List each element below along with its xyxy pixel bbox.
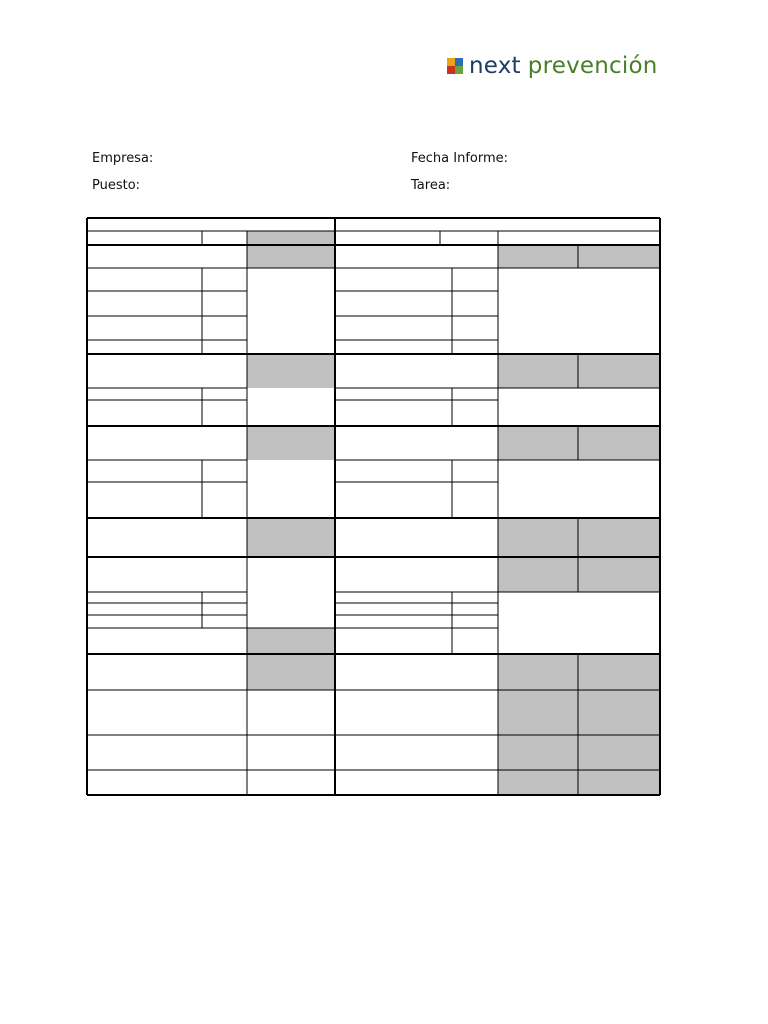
shaded-cell [247, 628, 335, 654]
shaded-cell [578, 426, 660, 460]
shaded-cell [498, 518, 578, 557]
shaded-cell [498, 245, 578, 268]
shaded-cell [247, 518, 335, 557]
shaded-cell [247, 654, 335, 690]
brand-word-prevencion: prevención [527, 52, 658, 79]
shaded-cell [247, 231, 335, 245]
shaded-cell [578, 518, 660, 557]
shaded-cell [247, 245, 335, 268]
shaded-cell [578, 690, 660, 735]
shaded-cell [498, 426, 578, 460]
shaded-cell [498, 557, 578, 592]
fecha-informe-label: Fecha Informe: [411, 151, 509, 166]
empresa-label: Empresa: [92, 151, 154, 166]
shaded-cell [498, 654, 578, 690]
shaded-cell [578, 557, 660, 592]
tarea-label: Tarea: [411, 178, 451, 193]
puesto-label: Puesto: [92, 178, 141, 193]
shaded-cell [578, 654, 660, 690]
shaded-cell [498, 735, 578, 770]
shaded-cell [247, 354, 335, 388]
shaded-cell [498, 770, 578, 795]
brand-word-next: next [469, 52, 521, 79]
shaded-cell [578, 245, 660, 268]
shaded-cell [578, 354, 660, 388]
shaded-cell [578, 735, 660, 770]
shaded-cell [498, 690, 578, 735]
shaded-cell [578, 770, 660, 795]
shaded-cell [498, 354, 578, 388]
shaded-cell [247, 426, 335, 460]
